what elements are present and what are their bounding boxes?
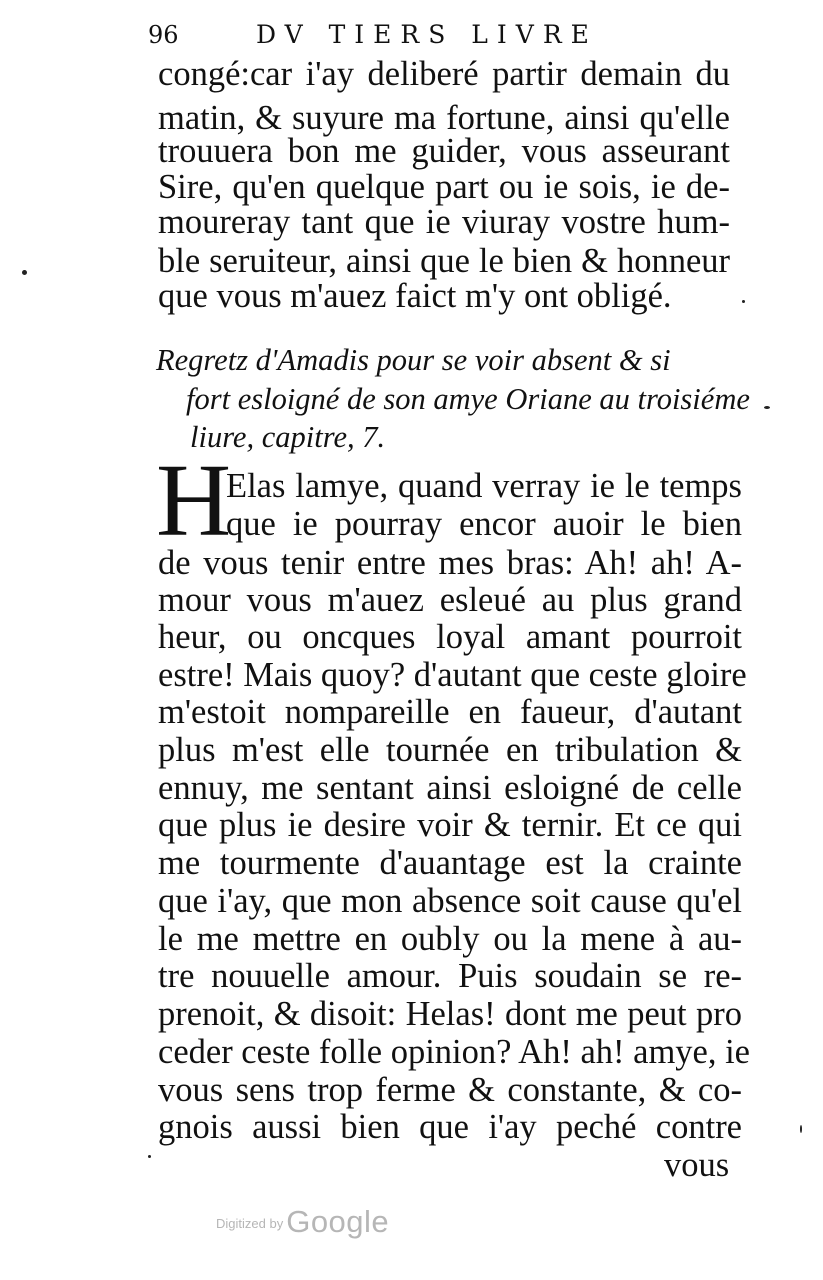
text-line: Sire, qu'en quelque part ou ie sois, ie de- — [158, 168, 730, 206]
page-number: 96 — [148, 21, 179, 49]
chapter-caption-line: fort esloigné de son amye Oriane au troisiéme — [186, 382, 750, 416]
text-line: que i'ay, que mon absence soit cause qu'el — [158, 882, 742, 920]
running-header — [148, 18, 618, 52]
text-line: prenoit, & disoit: Helas! dont me peut pro — [158, 995, 742, 1033]
chapter-caption-line: liure, capitre, 7. — [190, 420, 386, 454]
catchword: vous — [664, 1146, 730, 1184]
scan-speck — [148, 1155, 151, 1158]
running-title: DV TIERS LIVRE — [256, 20, 598, 49]
text-line: mour vous m'auez esleué au plus grand — [158, 581, 742, 619]
text-line: congé:car i'ay deliberé partir demain du — [158, 55, 730, 93]
text-line: me tourmente d'auantage est la crainte — [158, 844, 742, 882]
scan-speck — [22, 270, 27, 275]
digitized-by-text: Digitized by — [216, 1216, 284, 1231]
text-line: matin, & suyure ma fortune, ainsi qu'elle — [158, 99, 730, 137]
scan-speck — [764, 406, 770, 409]
text-line: vous sens trop ferme & constante, & co- — [158, 1071, 742, 1109]
text-line: Elas lamye, quand verray ie le temps — [226, 467, 742, 505]
text-line: plus m'est elle tournée en tribulation & — [158, 731, 742, 769]
text-line: que ie pourray encor auoir le bien — [226, 505, 742, 543]
google-logo: Google — [286, 1204, 390, 1239]
digitized-watermark — [216, 1204, 389, 1240]
text-line: heur, ou oncques loyal amant pourroit — [158, 618, 742, 656]
scan-speck — [800, 1125, 802, 1133]
text-line: de vous tenir entre mes bras: Ah! ah! A- — [158, 544, 742, 582]
text-line: ble seruiteur, ainsi que le bien & honneur — [158, 242, 730, 280]
text-line: trouuera bon me guider, vous asseurant — [158, 132, 730, 170]
text-line: moureray tant que ie viuray vostre hum- — [158, 203, 730, 241]
text-line: le me mettre en oubly ou la mene à au- — [158, 920, 742, 958]
text-line: tre nouuelle amour. Puis soudain se re- — [158, 957, 742, 995]
drop-cap: H — [156, 443, 232, 558]
chapter-caption-line: Regretz d'Amadis pour se voir absent & si — [156, 343, 671, 377]
text-line: que vous m'auez faict m'y ont obligé. — [158, 277, 672, 315]
scan-speck — [742, 300, 745, 303]
text-line: gnois aussi bien que i'ay peché contre — [158, 1108, 742, 1146]
text-line: ceder ceste folle opinion? Ah! ah! amye, ie — [158, 1033, 750, 1071]
text-line: estre! Mais quoy? d'autant que ceste gloire — [158, 656, 747, 694]
text-line: que plus ie desire voir & ternir. Et ce qui — [158, 806, 742, 844]
text-line: m'estoit nompareille en faueur, d'autant — [158, 693, 742, 731]
text-line: ennuy, me sentant ainsi esloigné de celle — [158, 769, 742, 807]
